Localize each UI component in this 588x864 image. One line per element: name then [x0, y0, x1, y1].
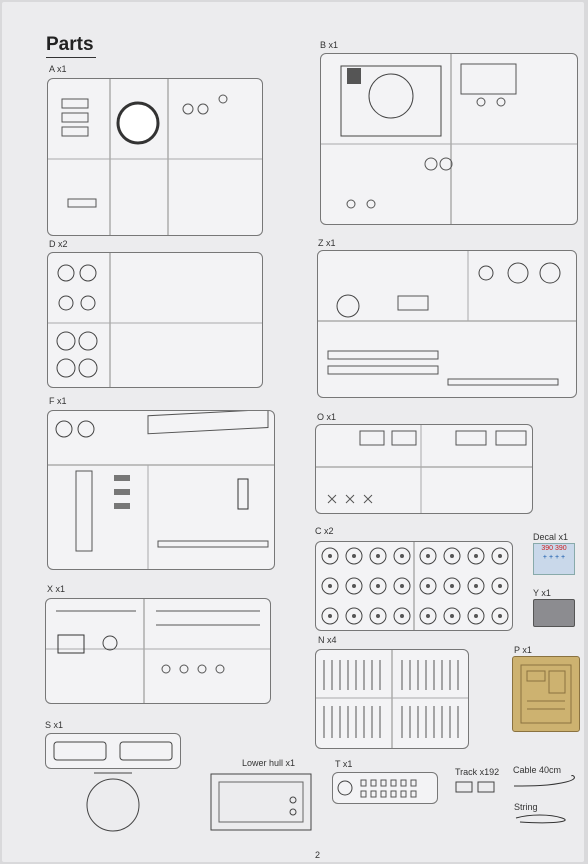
decal-crosses: + + + +	[542, 554, 566, 561]
sprue-n-label: N x4	[318, 635, 337, 645]
sprue-o-drawing	[316, 425, 532, 513]
sprue-z	[317, 250, 577, 398]
lower-hull-part	[207, 770, 315, 836]
track-label: Track x192	[455, 767, 500, 777]
cable-part	[510, 772, 576, 790]
sprue-f-label: F x1	[49, 396, 67, 406]
sprue-b-label: B x1	[320, 40, 339, 50]
p-label: P x1	[514, 645, 532, 655]
sprue-n	[315, 649, 469, 749]
sprue-d-label: D x2	[49, 239, 68, 249]
sprue-a	[47, 78, 263, 236]
sprue-o-label: O x1	[317, 412, 337, 422]
sprue-d-drawing	[48, 253, 262, 387]
string-part	[510, 810, 572, 828]
sprue-s-drawing	[46, 734, 180, 768]
y-fret	[533, 599, 575, 627]
sprue-d	[47, 252, 263, 388]
sprue-s-label: S x1	[45, 720, 64, 730]
sprue-a-label: A x1	[49, 64, 67, 74]
sprue-o	[315, 424, 533, 514]
cable-label: Cable 40cm	[513, 765, 562, 775]
y-label: Y x1	[533, 588, 551, 598]
sprue-b-drawing	[321, 54, 577, 224]
sprue-x-label: X x1	[47, 584, 66, 594]
photo-etch-fret	[512, 656, 580, 732]
page-title: Parts	[46, 34, 94, 55]
sprue-n-drawing	[316, 650, 468, 748]
instruction-page	[2, 2, 584, 862]
sprue-t	[332, 772, 438, 804]
sprue-c-label: C x2	[315, 526, 334, 536]
photo-etch-drawing	[513, 657, 579, 731]
track-links	[454, 780, 498, 796]
turret-ring-part	[84, 767, 142, 835]
sprue-f	[47, 410, 275, 570]
title-underline	[46, 57, 96, 58]
sprue-f-drawing	[48, 411, 274, 569]
string-label: String	[514, 802, 538, 812]
sprue-s	[45, 733, 181, 769]
sprue-x	[45, 598, 271, 704]
decal-numbers: 390 390	[541, 545, 567, 552]
sprue-x-drawing	[46, 599, 270, 703]
decal-label: Decal x1	[533, 532, 569, 542]
sprue-c-drawing	[316, 542, 512, 630]
sprue-z-drawing	[318, 251, 576, 397]
sprue-c	[315, 541, 513, 631]
lower-hull-label: Lower hull x1	[242, 758, 296, 768]
sprue-t-drawing	[333, 773, 437, 803]
page-number: 2	[315, 850, 321, 860]
sprue-t-label: T x1	[335, 759, 353, 769]
sprue-z-label: Z x1	[318, 238, 336, 248]
decal-sheet	[533, 543, 575, 575]
sprue-a-drawing	[48, 79, 262, 235]
sprue-b	[320, 53, 578, 225]
